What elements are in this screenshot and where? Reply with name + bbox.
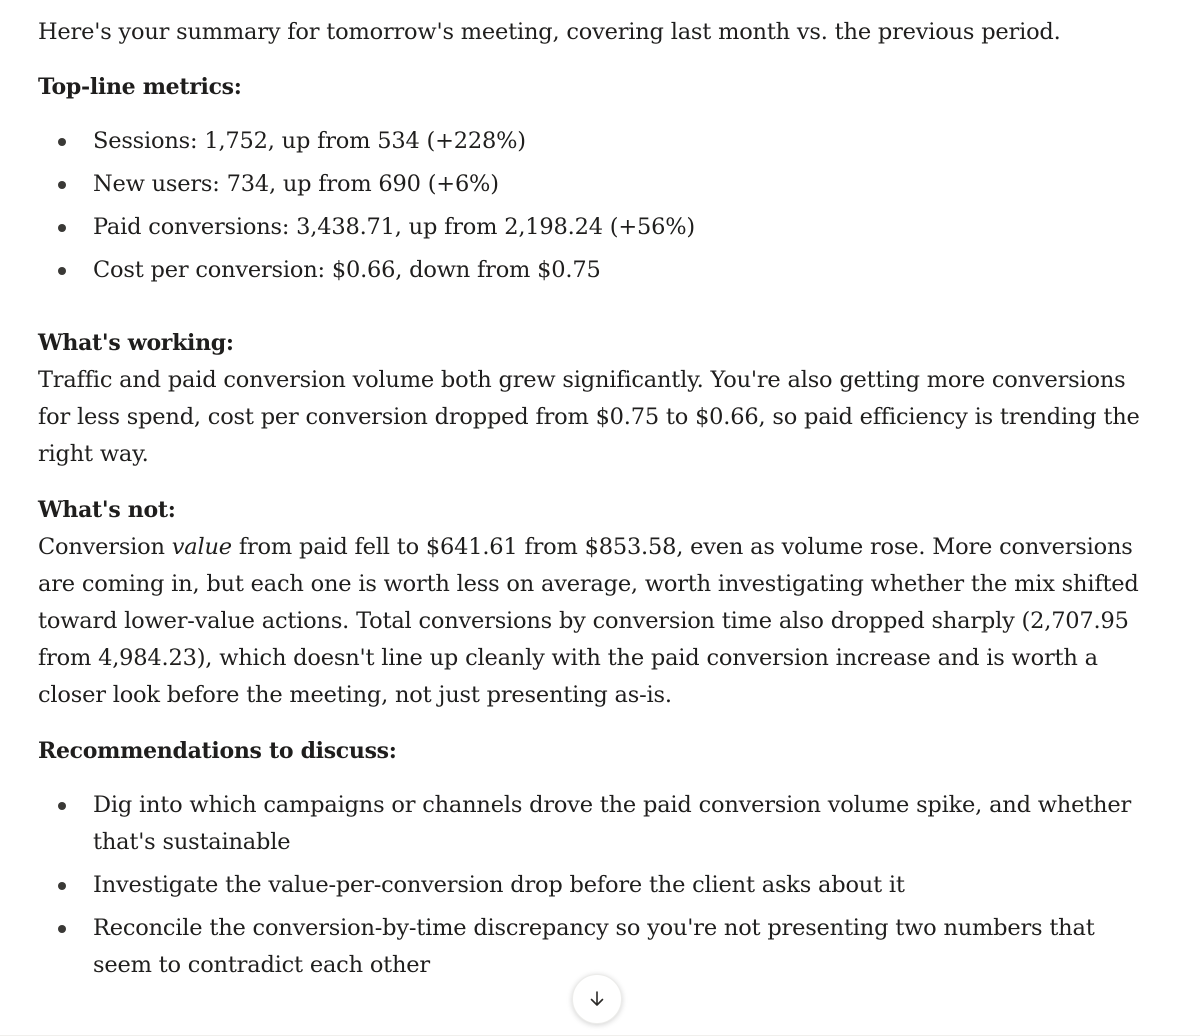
section-heading-recommendations: Recommendations to discuss: bbox=[38, 738, 397, 764]
section-heading-top-line-metrics: Top-line metrics: bbox=[38, 74, 242, 100]
list-item bbox=[38, 910, 1158, 984]
message-intro: Here's your summary for tomorrow's meeting, covering last month vs. the previous period. bbox=[38, 19, 1061, 45]
recommendation-campaigns: Dig into which campaigns or channels drove the paid conversion volume spike, and whether that's sustainable bbox=[93, 792, 1131, 855]
metric-cost-per-conversion: Cost per conversion: $0.66, down from $0.75 bbox=[93, 257, 601, 283]
bullet-icon bbox=[58, 138, 66, 146]
metrics-list bbox=[38, 123, 1158, 289]
bullet-icon bbox=[58, 882, 66, 890]
list-item bbox=[38, 787, 1158, 861]
list-item bbox=[38, 166, 1158, 203]
whats-not-text-rest: from paid fell to $641.61 from $853.58, even as volume rose. More conversions are coming in, but each one is worth less on average, worth investigating whether the mix shifted toward lower-value actions. Total conversions by conversion time also dropped sharply (2,707.95 from 4,984.23), which doesn't line up cleanly with the paid conversion increase and is worth a closer look before the meeting, not just presenting as-is. bbox=[38, 534, 1139, 708]
arrow-down-icon bbox=[587, 989, 607, 1009]
whats-working-paragraph: Traffic and paid conversion volume both grew significantly. You're also getting more conversions for less spend, cost per conversion dropped from $0.75 to $0.66, so paid efficiency is trending the right way. bbox=[38, 367, 1140, 467]
bottom-fade bbox=[0, 1023, 1200, 1036]
bullet-icon bbox=[58, 181, 66, 189]
assistant-message bbox=[38, 14, 1158, 990]
section-heading-whats-working: What's working: bbox=[38, 330, 234, 356]
list-item bbox=[38, 867, 1158, 904]
section-heading-whats-not: What's not: bbox=[38, 497, 176, 523]
bullet-icon bbox=[58, 925, 66, 933]
bullet-icon bbox=[58, 802, 66, 810]
bullet-icon bbox=[58, 267, 66, 275]
recommendations-list bbox=[38, 787, 1158, 984]
list-item bbox=[38, 252, 1158, 289]
list-item bbox=[38, 123, 1158, 160]
recommendation-value-drop: Investigate the value-per-conversion drop before the client asks about it bbox=[93, 872, 905, 898]
recommendation-reconcile: Reconcile the conversion-by-time discrepancy so you're not presenting two numbers that seem to contradict each other bbox=[93, 915, 1095, 978]
whats-not-emphasis: value bbox=[171, 534, 232, 560]
whats-not-text-start: Conversion bbox=[38, 534, 172, 560]
metric-paid-conversions: Paid conversions: 3,438.71, up from 2,198.24 (+56%) bbox=[93, 214, 696, 240]
whats-not-paragraph bbox=[38, 529, 1158, 714]
list-item bbox=[38, 209, 1158, 246]
scroll-to-bottom-button[interactable] bbox=[572, 974, 622, 1024]
metric-new-users: New users: 734, up from 690 (+6%) bbox=[93, 171, 499, 197]
bullet-icon bbox=[58, 224, 66, 232]
metric-sessions: Sessions: 1,752, up from 534 (+228%) bbox=[93, 128, 526, 154]
